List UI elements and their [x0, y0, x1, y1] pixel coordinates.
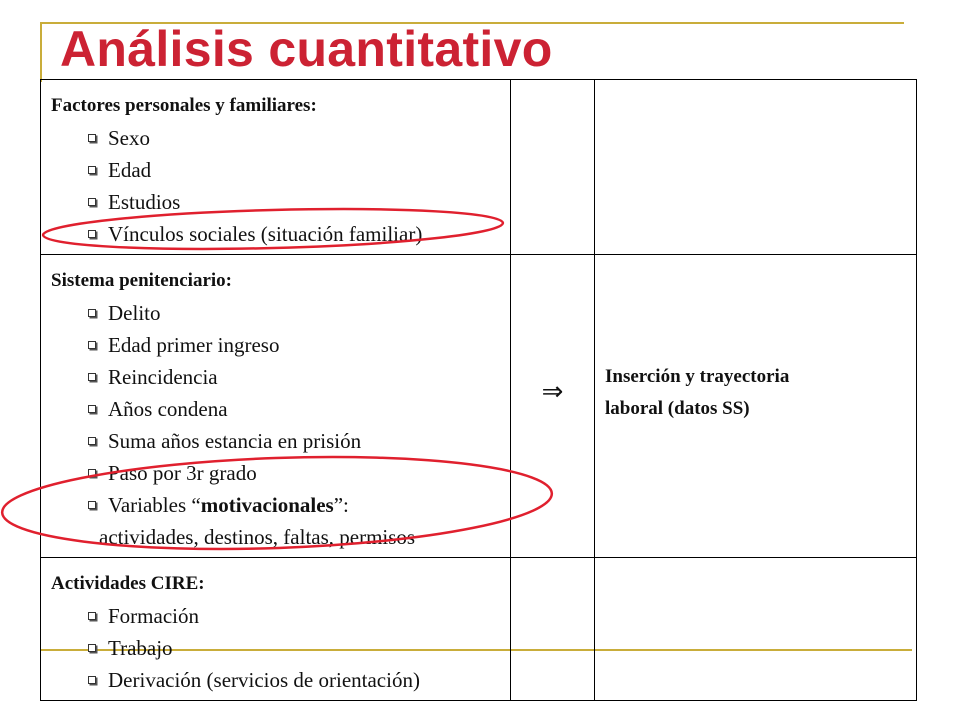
penitentiary-cell — [41, 255, 511, 558]
list-item: Formación — [51, 600, 500, 632]
row-personal-factors — [41, 80, 917, 255]
list-item: Edad primer ingreso — [51, 329, 500, 361]
list-item: Sexo — [51, 122, 500, 154]
row-cire-activities — [41, 558, 917, 701]
list-item-motivational: Variables “ motivacionales ”: — [51, 489, 500, 521]
arrow-cell — [511, 255, 595, 558]
empty-cell — [511, 558, 595, 701]
square-bullet-icon — [88, 230, 96, 238]
motivational-keyword: motivacionales — [200, 493, 334, 517]
list-item: Trabajo — [51, 632, 500, 664]
list-item: Reincidencia — [51, 361, 500, 393]
outcome-cell — [595, 255, 917, 558]
slide-title: Análisis cuantitativo — [60, 21, 553, 77]
group-title-cire: Actividades CIRE: — [51, 573, 205, 594]
square-bullet-icon — [88, 405, 96, 413]
square-bullet-icon — [88, 469, 96, 477]
empty-cell — [595, 80, 917, 255]
cire-cell — [41, 558, 511, 701]
group-title-personal: Factores personales y familiares: — [51, 95, 317, 116]
analysis-table — [40, 79, 917, 701]
personal-factors-cell — [41, 80, 511, 255]
penitentiary-list — [51, 297, 500, 521]
list-item: Delito — [51, 297, 500, 329]
square-bullet-icon — [88, 373, 96, 381]
square-bullet-icon — [88, 309, 96, 317]
empty-cell — [511, 80, 595, 255]
row-penitentiary-system — [41, 255, 917, 558]
outcome-text: Inserción y trayectoria laboral (datos SS) — [605, 366, 790, 419]
implies-arrow-icon: ⇒ — [541, 377, 564, 407]
left-gold-rule — [40, 22, 42, 82]
square-bullet-icon — [88, 166, 96, 174]
list-item: Estudios — [51, 186, 500, 218]
square-bullet-icon — [88, 644, 96, 652]
group-title-penitentiary: Sistema penitenciario: — [51, 270, 233, 291]
list-item: Años condena — [51, 393, 500, 425]
square-bullet-icon — [88, 612, 96, 620]
motivational-continuation: actividades, destinos, faltas, permisos — [99, 525, 416, 549]
square-bullet-icon — [88, 501, 96, 509]
list-item: Paso por 3r grado — [51, 457, 500, 489]
square-bullet-icon — [88, 676, 96, 684]
list-item: Edad — [51, 154, 500, 186]
square-bullet-icon — [88, 134, 96, 142]
square-bullet-icon — [88, 198, 96, 206]
list-item: Vínculos sociales (situación familiar) — [51, 218, 500, 250]
square-bullet-icon — [88, 437, 96, 445]
list-item: Suma años estancia en prisión — [51, 425, 500, 457]
cire-list — [51, 600, 500, 696]
list-item: Derivación (servicios de orientación) — [51, 664, 500, 696]
empty-cell — [595, 558, 917, 701]
square-bullet-icon — [88, 341, 96, 349]
personal-factors-list — [51, 122, 500, 250]
